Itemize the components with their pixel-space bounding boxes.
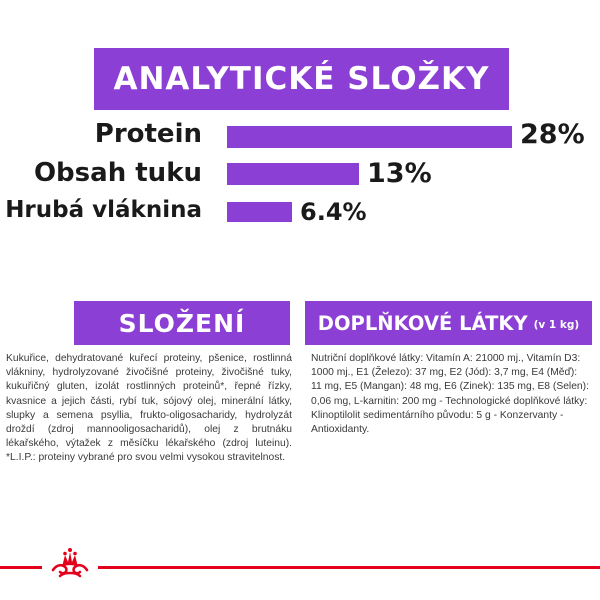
- analytical-components-banner: [94, 48, 509, 110]
- composition-title: SLOŽENÍ: [118, 308, 246, 338]
- protein-label: Protein: [94, 119, 202, 149]
- composition-text: Kukuřice, dehydratované kuřecí proteiny, pšenice, rostlinná vlákniny, hydrolyzované živočišné proteiny, živočišné tuky, kukuřičný gluten, izolát rostlinných proteinů*, řepné řízky, kvasnice a jejich části, rybí tuk, sójový olej, minerální látky, slupky a semena psyllia, frukto-oligosacharidy, hydrolyzát droždí (zdroj mannooligosacharidů), olej z brutnáku lékařského, výtažek z měsíčku lékařského (zdroj luteinu). *L.I.P.: proteiny vybrané pro svou velmi vysokou stravitelnost.: [6, 353, 292, 464]
- fat-value: 13%: [367, 158, 432, 189]
- fiber-label: Hrubá vláknina: [5, 197, 202, 223]
- additives-subtitle: (v 1 kg): [533, 319, 580, 331]
- fiber-bar: [227, 202, 292, 222]
- protein-bar: [227, 126, 512, 148]
- fiber-value: 6.4%: [300, 198, 367, 226]
- composition-banner: [74, 301, 290, 345]
- fat-label: Obsah tuku: [33, 158, 202, 188]
- additives-title: DOPLŇKOVÉ LÁTKY: [317, 311, 528, 335]
- additives-banner: [305, 301, 592, 345]
- analytical-components-title: ANALYTICKÉ SLOŽKY: [113, 61, 490, 97]
- fat-bar: [227, 163, 359, 185]
- additives-text: Nutriční doplňkové látky: Vitamín A: 21000 mj., Vitamín D3: 1000 mj., E1 (Železo): 37 mg, E2 (Jód): 3,7 mg, E4 (Měď): 11 mg, E5 (Mangan): 48 mg, E6 (Zinek): 135 mg, E8 (Selen): 0,06 mg, L-karnitin: 200 mg - Technologické doplňkové látky: Klinoptilolit sedimentárního původu: 5 g - Konzervanty - Antioxidanty.: [311, 353, 589, 436]
- royal-canin-crown-icon: [46, 545, 94, 581]
- protein-value: 28%: [520, 119, 585, 150]
